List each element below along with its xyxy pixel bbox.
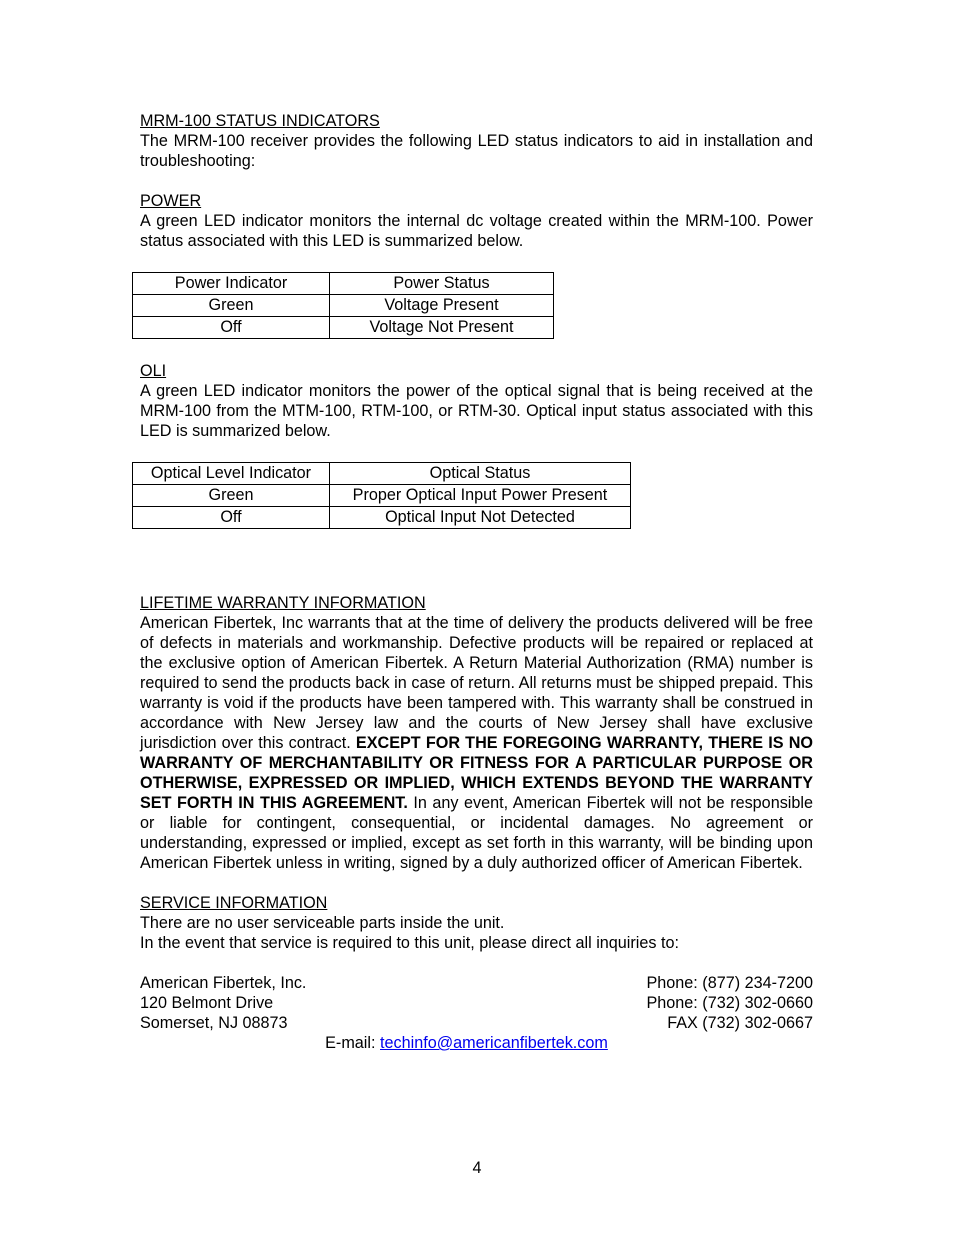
table-row bbox=[133, 273, 554, 295]
power-heading: POWER bbox=[140, 192, 202, 210]
address-line: 120 Belmont Drive bbox=[140, 994, 274, 1012]
service-heading: SERVICE INFORMATION bbox=[140, 894, 328, 912]
table-cell: Voltage Not Present bbox=[330, 317, 554, 339]
table-cell: Proper Optical Input Power Present bbox=[330, 485, 631, 507]
table-cell: Optical Input Not Detected bbox=[330, 507, 631, 529]
document-page bbox=[140, 111, 813, 1053]
table-header: Optical Level Indicator bbox=[133, 463, 330, 485]
table-row bbox=[133, 485, 631, 507]
phone-block bbox=[647, 973, 814, 1033]
service-line-2: In the event that service is required to this unit, please direct all inquiries to: bbox=[140, 934, 679, 952]
table-cell: Voltage Present bbox=[330, 295, 554, 317]
phone-line: Phone: (877) 234-7200 bbox=[646, 974, 813, 992]
address-line: Somerset, NJ 08873 bbox=[140, 1014, 288, 1032]
oli-table bbox=[132, 462, 631, 529]
status-intro: The MRM-100 receiver provides the following LED status indicators to aid in installation and troubleshooting: bbox=[140, 132, 813, 170]
address-line: American Fibertek, Inc. bbox=[140, 974, 307, 992]
table-header: Power Indicator bbox=[133, 273, 330, 295]
email-link[interactable]: techinfo@americanfibertek.com bbox=[380, 1034, 608, 1052]
power-table bbox=[132, 272, 554, 339]
table-cell: Green bbox=[133, 295, 330, 317]
warranty-text-2: In any event, American Fibertek will not be responsible or liable for contingent, consequential, or incidental damages. No agreement or understanding, expressed or implied, except as set forth in this warranty, will be binding upon American Fibertek unless in writing, signed by a duly authorized officer of American Fibertek. bbox=[140, 794, 813, 872]
email-label: E-mail: bbox=[325, 1034, 380, 1052]
phone-line: Phone: (732) 302-0660 bbox=[646, 994, 813, 1012]
page-number: 4 bbox=[472, 1159, 482, 1177]
table-row bbox=[133, 317, 554, 339]
table-cell: Green bbox=[133, 485, 330, 507]
status-indicators-heading: MRM-100 STATUS INDICATORS bbox=[140, 112, 380, 130]
warranty-text-1: American Fibertek, Inc warrants that at the time of delivery the products delivered will be free of defects in materials and workmanship. Defective products will be repaired or replaced at the exclusive option of American Fibertek. A Return Material Authorization (RMA) number is required to send the products back in case of return. All returns must be shipped prepaid. This warranty is void if the products have been tampered with. This warranty shall be construed in accordance with New Jersey law and the courts of New Jersey shall have exclusive jurisdiction over this contract. bbox=[140, 614, 813, 752]
email-line bbox=[140, 1033, 813, 1053]
warranty-text bbox=[140, 613, 813, 873]
table-row bbox=[133, 507, 631, 529]
table-row bbox=[133, 295, 554, 317]
warranty-heading: LIFETIME WARRANTY INFORMATION bbox=[140, 594, 426, 612]
oli-heading: OLI bbox=[140, 362, 167, 380]
warranty-disclaimer: EXCEPT FOR THE FOREGOING WARRANTY, THERE IS NO WARRANTY OF MERCHANTABILITY OR FITNESS FOR A PARTICULAR PURPOSE OR OTHERWISE, EXPRESSED OR IMPLIED, WHICH EXTENDS BEYOND THE WARRANTY SET FORTH IN THIS AGREEMENT. bbox=[140, 734, 813, 812]
service-line-1: There are no user serviceable parts inside the unit. bbox=[140, 914, 505, 932]
table-header: Power Status bbox=[330, 273, 554, 295]
table-cell: Off bbox=[133, 507, 330, 529]
table-cell: Off bbox=[133, 317, 330, 339]
contact-block bbox=[140, 973, 813, 1033]
fax-line: FAX (732) 302-0667 bbox=[667, 1014, 813, 1032]
power-text: A green LED indicator monitors the internal dc voltage created within the MRM-100. Power status associated with this LED is summarized below. bbox=[140, 212, 813, 250]
table-header: Optical Status bbox=[330, 463, 631, 485]
address-block bbox=[140, 973, 306, 1033]
oli-text: A green LED indicator monitors the power of the optical signal that is being received at the MRM-100 from the MTM-100, RTM-100, or RTM-30. Optical input status associated with this LED is summarized below. bbox=[140, 382, 813, 440]
table-row bbox=[133, 463, 631, 485]
